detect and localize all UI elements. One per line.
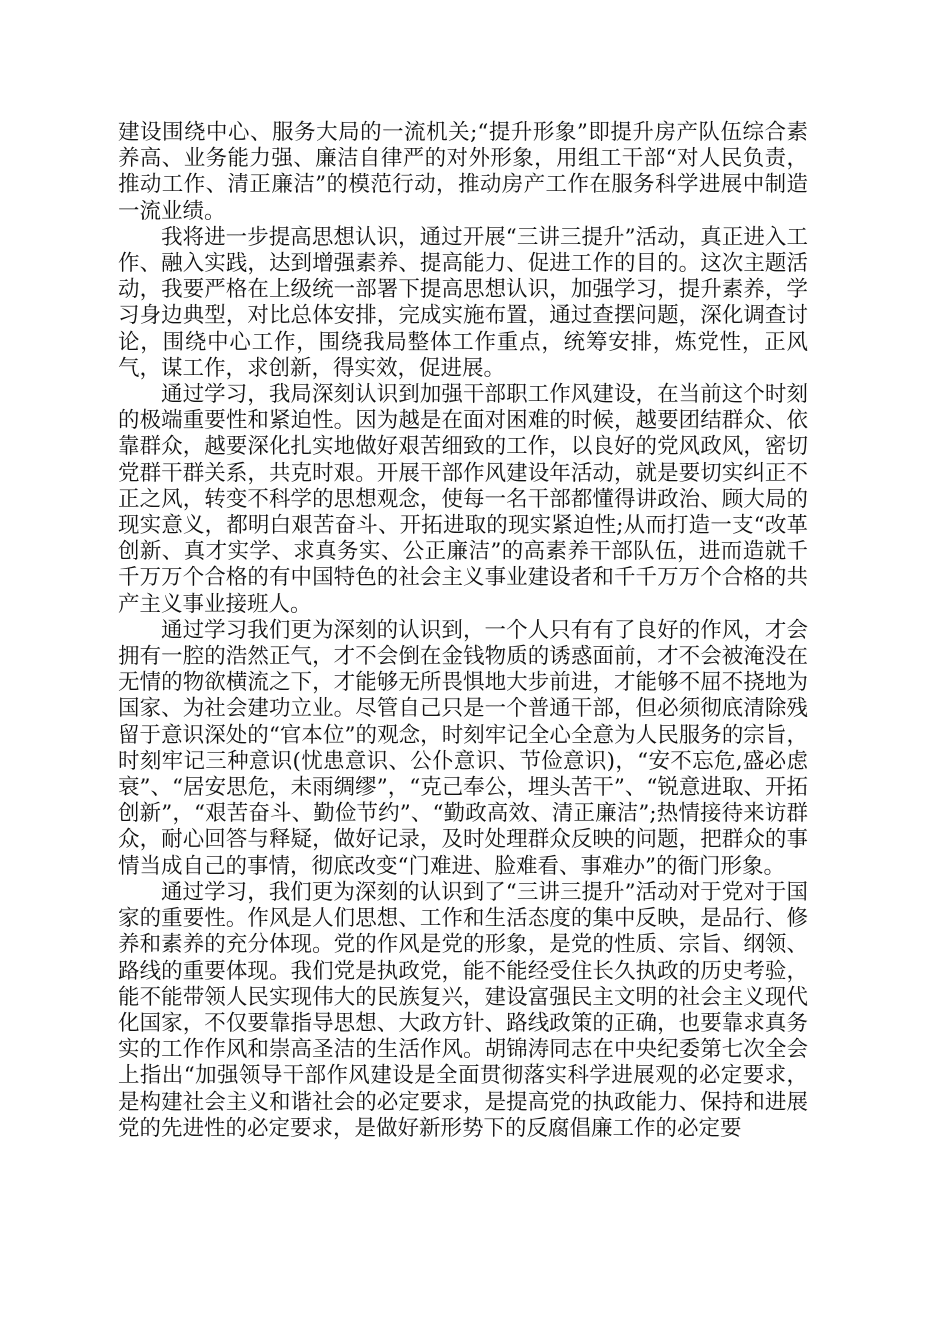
paragraph-4: 通过学习我们更为深刻的认识到，一个人只有有了良好的作风，才会拥有一腔的浩然正气，才不会倒在金钱物质的诱惑面前，才不会被淹没在无情的物欲横流之下，才能够无所畏惧地大步前进，才能够不屈不挠地为国家、为社会建功立业。尽管自己只是一个普通干部，但必须彻底清除残留于意识深处的“官本位”的观念，时刻牢记全心全意为人民服务的宗旨，时刻牢记三种意识(忧患意识、公仆意识、节俭意识)，“安不忘危,盛必虑衰”、“居安思危，未雨绸缪”，“克己奉公，埋头苦干”、“锐意进取、开拓创新”，“艰苦奋斗、勤俭节约”、“勤政高效、清正廉洁”;热情接待来访群众，耐心回答与释疑，做好记录，及时处理群众反映的问题，把群众的事情当成自己的事情，彻底改变“门难进、脸难看、事难办”的衙门形象。 xyxy=(118,617,808,879)
document-body xyxy=(118,120,808,1142)
paragraph-3: 通过学习，我局深刻认识到加强干部职工作风建设，在当前这个时刻的极端重要性和紧迫性。因为越是在面对困难的时候，越要团结群众、依靠群众，越要深化扎实地做好艰苦细致的工作，以良好的党风政风，密切党群干群关系，共克时艰。开展干部作风建设年活动，就是要切实纠正不正之风，转变不科学的思想观念，使每一名干部都懂得讲政治、顾大局的现实意义，都明白艰苦奋斗、开拓进取的现实紧迫性;从而打造一支“改革创新、真才实学、求真务实、公正廉洁”的高素养干部队伍，进而造就千千万万个合格的有中国特色的社会主义事业建设者和千千万万个合格的共产主义事业接班人。 xyxy=(118,382,808,617)
paragraph-2: 我将进一步提高思想认识，通过开展“三讲三提升”活动，真正进入工作、融入实践，达到增强素养、提高能力、促进工作的目的。这次主题活动，我要严格在上级统一部署下提高思想认识，加强学习，提升素养，学习身边典型，对比总体安排，完成实施布置，通过查摆问题，深化调查讨论，围绕中心工作，围绕我局整体工作重点，统筹安排，炼党性，正风气，谋工作，求创新，得实效，促进展。 xyxy=(118,224,808,381)
paragraph-5: 通过学习，我们更为深刻的认识到了“三讲三提升”活动对于党对于国家的重要性。作风是人们思想、工作和生活态度的集中反映，是品行、修养和素养的充分体现。党的作风是党的形象，是党的性质、宗旨、纲领、路线的重要体现。我们党是执政党，能不能经受住长久执政的历史考验，能不能带领人民实现伟大的民族复兴，建设富强民主文明的社会主义现代化国家，不仅要靠指导思想、大政方针、路线政策的正确，也要靠求真务实的工作作风和崇高圣洁的生活作风。胡锦涛同志在中央纪委第七次全会上指出“加强领导干部作风建设是全面贯彻落实科学进展观的必定要求，是构建社会主义和谐社会的必定要求，是提高党的执政能力、保持和进展党的先进性的必定要求，是做好新形势下的反腐倡廉工作的必定要 xyxy=(118,879,808,1141)
paragraph-1: 建设围绕中心、服务大局的一流机关;“提升形象”即提升房产队伍综合素养高、业务能力强、廉洁自律严的对外形象，用组工干部“对人民负责，推动工作、清正廉洁”的模范行动，推动房产工作在服务科学进展中制造一流业绩。 xyxy=(118,120,808,224)
